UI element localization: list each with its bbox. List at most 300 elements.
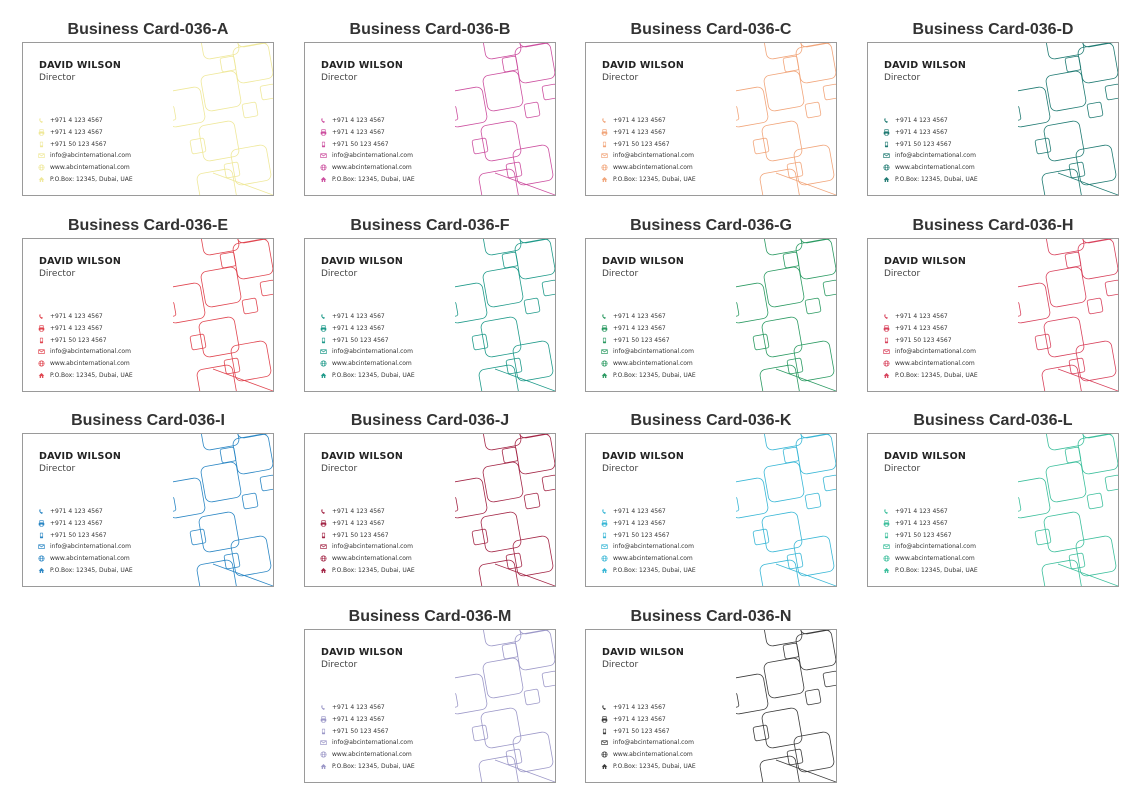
contact-text: +971 4 123 4567 (332, 704, 385, 712)
contact-row (883, 369, 978, 381)
pattern-square (1035, 529, 1051, 545)
contact-list (38, 115, 133, 185)
contact-row (320, 138, 415, 150)
contact-text: +971 4 123 4567 (50, 129, 103, 137)
pattern-square (1035, 334, 1051, 350)
mobile-icon (320, 141, 327, 148)
phone-icon (320, 117, 327, 124)
business-card[interactable] (585, 433, 837, 587)
contact-row (601, 346, 696, 358)
contact-row (320, 702, 415, 714)
card-title: Business Card-036-L (913, 412, 1073, 429)
contact-text: +971 4 123 4567 (332, 129, 385, 137)
card-holder-name: DAVID WILSON (321, 256, 404, 267)
contact-row (883, 311, 978, 323)
card-holder-name: DAVID WILSON (39, 60, 122, 71)
pattern-square (736, 693, 739, 709)
contact-text: P.O.Box: 12345, Dubai, UAE (895, 175, 978, 183)
location-icon (320, 176, 327, 183)
pattern-square (472, 334, 488, 350)
pattern-square (1035, 138, 1051, 154)
pattern-square (232, 239, 273, 280)
contact-list (883, 311, 978, 381)
location-icon (883, 372, 890, 379)
card-holder-name: DAVID WILSON (39, 451, 122, 462)
pattern-square (482, 70, 524, 112)
pattern-square (1075, 340, 1117, 382)
contact-text: +971 50 123 4567 (895, 140, 952, 148)
location-icon (601, 763, 608, 770)
contact-row (883, 138, 978, 150)
globe-icon (601, 360, 608, 367)
pattern-square (753, 334, 769, 350)
fax-icon (601, 716, 608, 723)
contact-text: +971 4 123 4567 (332, 508, 385, 516)
pattern-line (1058, 564, 1118, 586)
contact-row (601, 518, 696, 530)
card-holder-name: DAVID WILSON (602, 256, 685, 267)
card-holder-role: Director (321, 660, 358, 670)
contact-text: +971 4 123 4567 (332, 520, 385, 528)
phone-icon (601, 508, 608, 515)
business-card[interactable] (304, 42, 556, 196)
contact-text: www.abcinternational.com (895, 164, 975, 172)
contact-list (601, 506, 696, 576)
location-icon (320, 567, 327, 574)
card-holder-name: DAVID WILSON (884, 60, 967, 71)
contact-row (601, 323, 696, 335)
location-icon (38, 372, 45, 379)
email-icon (883, 348, 890, 355)
globe-icon (320, 555, 327, 562)
pattern-square (1077, 239, 1118, 280)
business-card[interactable] (304, 433, 556, 587)
contact-row (320, 737, 415, 749)
contact-text: www.abcinternational.com (613, 751, 693, 759)
globe-icon (38, 555, 45, 562)
contact-text: www.abcinternational.com (613, 164, 693, 172)
pattern-square (736, 477, 769, 519)
pattern-square (763, 461, 805, 503)
email-icon (883, 152, 890, 159)
email-icon (601, 739, 608, 746)
email-icon (38, 348, 45, 355)
contact-row (601, 725, 696, 737)
contact-text: +971 50 123 4567 (332, 140, 389, 148)
card-pattern-graphic (736, 239, 836, 391)
business-card[interactable] (867, 433, 1119, 587)
card-holder-role: Director (321, 73, 358, 83)
pattern-square (224, 553, 240, 569)
contact-text: +971 50 123 4567 (895, 531, 952, 539)
contact-row (320, 541, 415, 553)
fax-icon (601, 129, 608, 136)
contact-row (38, 358, 133, 370)
contact-text: +971 4 123 4567 (895, 129, 948, 137)
contact-list (38, 311, 133, 381)
contact-text: +971 50 123 4567 (332, 336, 389, 344)
mobile-icon (883, 141, 890, 148)
contact-text: +971 4 123 4567 (895, 117, 948, 125)
pattern-square (823, 280, 836, 296)
pattern-square (455, 86, 488, 128)
fax-icon (883, 129, 890, 136)
contact-text: P.O.Box: 12345, Dubai, UAE (613, 371, 696, 379)
pattern-line (776, 173, 836, 195)
contact-row (601, 115, 696, 127)
pattern-square (795, 239, 836, 280)
contact-text: www.abcinternational.com (50, 164, 130, 172)
pattern-line (495, 564, 555, 586)
pattern-square (514, 630, 555, 671)
contact-row (38, 173, 133, 185)
contact-text: www.abcinternational.com (332, 751, 412, 759)
pattern-square (805, 689, 821, 705)
contact-text: +971 4 123 4567 (895, 520, 948, 528)
pattern-square (478, 755, 520, 782)
phone-icon (601, 313, 608, 320)
location-icon (601, 567, 608, 574)
pattern-square (1075, 535, 1117, 577)
pattern-square (224, 162, 240, 178)
business-card[interactable] (585, 42, 837, 196)
contact-row (601, 749, 696, 761)
contact-text: +971 50 123 4567 (332, 727, 389, 735)
pattern-square (506, 749, 522, 765)
business-card[interactable] (304, 629, 556, 783)
location-icon (320, 763, 327, 770)
pattern-square (542, 475, 555, 491)
business-card[interactable] (22, 433, 274, 587)
card-title: Business Card-036-E (67, 217, 229, 234)
contact-text: www.abcinternational.com (332, 360, 412, 368)
contact-row (601, 334, 696, 346)
contact-row (38, 138, 133, 150)
contact-text: +971 4 123 4567 (895, 508, 948, 516)
contact-text: P.O.Box: 12345, Dubai, UAE (613, 175, 696, 183)
contact-text: info@abcinternational.com (50, 348, 131, 356)
pattern-square (1018, 497, 1021, 513)
contact-text: P.O.Box: 12345, Dubai, UAE (50, 566, 133, 574)
pattern-square (736, 86, 769, 128)
contact-row (601, 369, 696, 381)
location-icon (601, 176, 608, 183)
contact-text: P.O.Box: 12345, Dubai, UAE (332, 175, 415, 183)
contact-text: P.O.Box: 12345, Dubai, UAE (50, 175, 133, 183)
contact-row (320, 127, 415, 139)
pattern-square (542, 280, 555, 296)
card-title: Business Card-036-D (912, 21, 1074, 38)
globe-icon (320, 360, 327, 367)
contact-text: info@abcinternational.com (613, 543, 694, 551)
contact-text: info@abcinternational.com (895, 152, 976, 160)
contact-text: info@abcinternational.com (613, 152, 694, 160)
location-icon (601, 372, 608, 379)
contact-text: P.O.Box: 12345, Dubai, UAE (895, 371, 978, 379)
business-card[interactable] (22, 42, 274, 196)
card-title: Business Card-036-G (630, 217, 792, 234)
pattern-square (506, 162, 522, 178)
pattern-square (805, 102, 821, 118)
pattern-square (736, 106, 739, 122)
location-icon (320, 372, 327, 379)
pattern-square (232, 434, 273, 475)
contact-row (38, 127, 133, 139)
pattern-square (173, 497, 176, 513)
contact-row (601, 150, 696, 162)
pattern-square (512, 144, 554, 186)
pattern-square (787, 358, 803, 374)
contact-row (38, 162, 133, 174)
pattern-square (1077, 43, 1118, 84)
card-holder-name: DAVID WILSON (321, 451, 404, 462)
pattern-line (776, 564, 836, 586)
contact-row (38, 334, 133, 346)
card-holder-role: Director (39, 269, 76, 279)
contact-row (601, 702, 696, 714)
pattern-line (495, 369, 555, 391)
contact-text: P.O.Box: 12345, Dubai, UAE (613, 566, 696, 574)
contact-row (38, 529, 133, 541)
pattern-square (200, 266, 242, 308)
globe-icon (320, 751, 327, 758)
mobile-icon (320, 337, 327, 344)
contact-text: +971 4 123 4567 (332, 117, 385, 125)
card-pattern-graphic (173, 43, 273, 195)
card-pattern-graphic (455, 434, 555, 586)
pattern-square (1069, 553, 1085, 569)
contact-text: +971 4 123 4567 (613, 520, 666, 528)
pattern-square (173, 302, 176, 318)
pattern-square (514, 43, 555, 84)
pattern-square (173, 282, 206, 324)
contact-row (883, 173, 978, 185)
contact-text: info@abcinternational.com (613, 739, 694, 747)
pattern-square (759, 168, 801, 195)
pattern-square (736, 302, 739, 318)
pattern-square (793, 340, 835, 382)
pattern-square (482, 657, 524, 699)
phone-icon (601, 117, 608, 124)
pattern-square (1045, 461, 1087, 503)
contact-list (883, 115, 978, 185)
pattern-square (1105, 84, 1118, 100)
pattern-square (200, 461, 242, 503)
pattern-line (1058, 173, 1118, 195)
pattern-square (793, 144, 835, 186)
contact-text: info@abcinternational.com (332, 152, 413, 160)
card-holder-name: DAVID WILSON (602, 60, 685, 71)
contact-text: www.abcinternational.com (895, 360, 975, 368)
mobile-icon (601, 532, 608, 539)
pattern-square (514, 434, 555, 475)
contact-text: info@abcinternational.com (50, 152, 131, 160)
fax-icon (320, 129, 327, 136)
pattern-square (455, 282, 488, 324)
contact-row (320, 725, 415, 737)
globe-icon (38, 164, 45, 171)
business-card[interactable] (867, 238, 1119, 392)
contact-row (320, 150, 415, 162)
pattern-square (753, 725, 769, 741)
pattern-square (472, 529, 488, 545)
email-icon (601, 348, 608, 355)
contact-row (320, 323, 415, 335)
phone-icon (320, 704, 327, 711)
pattern-square (242, 102, 258, 118)
pattern-square (524, 298, 540, 314)
fax-icon (883, 520, 890, 527)
card-pattern-graphic (173, 239, 273, 391)
contact-row (320, 506, 415, 518)
business-card[interactable] (304, 238, 556, 392)
card-title: Business Card-036-H (912, 217, 1074, 234)
contact-text: P.O.Box: 12345, Dubai, UAE (332, 371, 415, 379)
card-holder-name: DAVID WILSON (321, 647, 404, 658)
card-holder-role: Director (321, 464, 358, 474)
pattern-square (759, 559, 801, 586)
card-pattern-graphic (455, 630, 555, 782)
contact-text: P.O.Box: 12345, Dubai, UAE (50, 371, 133, 379)
contact-row (320, 162, 415, 174)
card-pattern-graphic (455, 239, 555, 391)
pattern-square (1018, 282, 1051, 324)
pattern-square (787, 749, 803, 765)
pattern-square (1018, 477, 1051, 519)
pattern-square (793, 731, 835, 773)
phone-icon (320, 508, 327, 515)
contact-text: +971 4 123 4567 (332, 325, 385, 333)
globe-icon (883, 555, 890, 562)
pattern-line (776, 760, 836, 782)
contact-text: +971 50 123 4567 (50, 336, 107, 344)
contact-row (601, 714, 696, 726)
contact-row (38, 541, 133, 553)
email-icon (320, 739, 327, 746)
pattern-square (512, 535, 554, 577)
mobile-icon (883, 532, 890, 539)
card-holder-role: Director (602, 464, 639, 474)
mobile-icon (38, 141, 45, 148)
contact-row (320, 760, 415, 772)
email-icon (601, 543, 608, 550)
pattern-square (759, 364, 801, 391)
pattern-square (823, 475, 836, 491)
pattern-square (795, 434, 836, 475)
card-holder-name: DAVID WILSON (884, 451, 967, 462)
contact-row (601, 358, 696, 370)
pattern-square (795, 630, 836, 671)
card-title: Business Card-036-M (348, 608, 512, 625)
contact-list (601, 115, 696, 185)
contact-text: info@abcinternational.com (332, 348, 413, 356)
business-card[interactable] (22, 238, 274, 392)
card-holder-role: Director (884, 269, 921, 279)
card-pattern-graphic (455, 43, 555, 195)
business-card[interactable] (585, 238, 837, 392)
pattern-square (455, 693, 458, 709)
pattern-square (753, 138, 769, 154)
pattern-square (736, 497, 739, 513)
pattern-square (190, 138, 206, 154)
contact-row (38, 115, 133, 127)
contact-text: +971 4 123 4567 (613, 117, 666, 125)
location-icon (883, 176, 890, 183)
pattern-square (736, 282, 769, 324)
contact-row (38, 369, 133, 381)
contact-text: +971 4 123 4567 (50, 508, 103, 516)
globe-icon (883, 164, 890, 171)
email-icon (38, 543, 45, 550)
contact-text: +971 4 123 4567 (332, 716, 385, 724)
contact-row (883, 127, 978, 139)
card-holder-role: Director (884, 73, 921, 83)
pattern-square (524, 102, 540, 118)
pattern-square (472, 725, 488, 741)
contact-text: www.abcinternational.com (332, 164, 412, 172)
phone-icon (320, 313, 327, 320)
contact-row (883, 564, 978, 576)
contact-text: P.O.Box: 12345, Dubai, UAE (895, 566, 978, 574)
contact-row (320, 173, 415, 185)
pattern-square (196, 559, 238, 586)
contact-row (601, 553, 696, 565)
contact-text: www.abcinternational.com (895, 555, 975, 563)
card-holder-name: DAVID WILSON (884, 256, 967, 267)
pattern-square (482, 461, 524, 503)
pattern-square (763, 266, 805, 308)
business-card[interactable] (585, 629, 837, 783)
pattern-square (524, 493, 540, 509)
pattern-square (455, 477, 488, 519)
pattern-square (787, 162, 803, 178)
mobile-icon (601, 728, 608, 735)
phone-icon (883, 508, 890, 515)
contact-text: www.abcinternational.com (50, 360, 130, 368)
contact-list (883, 506, 978, 576)
contact-row (883, 358, 978, 370)
email-icon (320, 543, 327, 550)
card-title: Business Card-036-A (67, 21, 229, 38)
pattern-square (230, 144, 272, 186)
business-card[interactable] (867, 42, 1119, 196)
email-icon (38, 152, 45, 159)
contact-row (320, 714, 415, 726)
contact-row (38, 553, 133, 565)
contact-text: +971 50 123 4567 (895, 336, 952, 344)
pattern-square (230, 535, 272, 577)
contact-row (601, 138, 696, 150)
contact-text: +971 50 123 4567 (613, 140, 670, 148)
card-title: Business Card-036-C (630, 21, 792, 38)
contact-row (320, 346, 415, 358)
contact-text: +971 4 123 4567 (332, 313, 385, 321)
contact-text: +971 4 123 4567 (613, 716, 666, 724)
contact-row (320, 553, 415, 565)
mobile-icon (320, 532, 327, 539)
contact-row (883, 334, 978, 346)
contact-text: info@abcinternational.com (50, 543, 131, 551)
pattern-square (455, 497, 458, 513)
pattern-square (787, 553, 803, 569)
pattern-line (213, 564, 273, 586)
contact-row (38, 311, 133, 323)
card-holder-role: Director (39, 73, 76, 83)
contact-row (601, 311, 696, 323)
fax-icon (883, 325, 890, 332)
email-icon (320, 348, 327, 355)
pattern-square (455, 106, 458, 122)
